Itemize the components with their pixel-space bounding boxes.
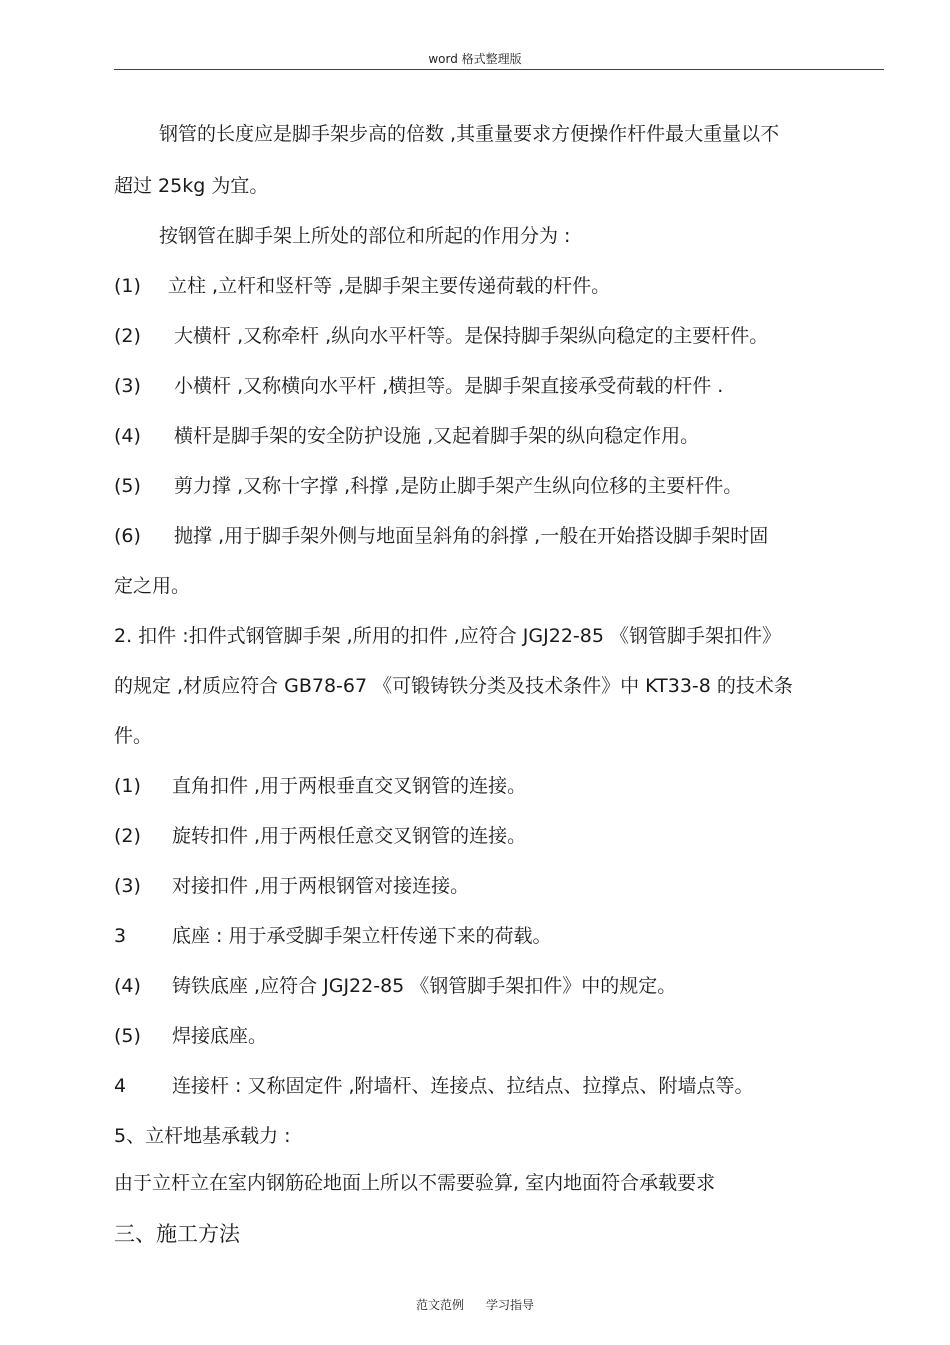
list-item — [114, 873, 894, 899]
paragraph-line: 2. 扣件 :扣件式钢管脚手架 ,所用的扣件 ,应符合 JGJ22-85 《钢管脚手架扣件》 — [114, 625, 781, 647]
list-number: (3) — [114, 875, 141, 897]
list-text: 剪力撑 ,又称十字撑 ,科撑 ,是防止脚手架产生纵向位移的主要杆件。 — [168, 475, 743, 497]
list-text: 焊接底座。 — [172, 1025, 268, 1047]
list-number: 4 — [114, 1075, 127, 1097]
list-number: (2) — [114, 325, 141, 347]
section-heading: 三、施工方法 — [114, 1222, 240, 1246]
paragraph-line: 按钢管在脚手架上所处的部位和所起的作用分为 : — [159, 225, 571, 247]
list-item — [114, 1073, 894, 1099]
list-text: 立柱 ,立杆和竖杆等 ,是脚手架主要传递荷载的杆件。 — [168, 275, 611, 297]
list-number: (4) — [114, 975, 141, 997]
list-number: (5) — [114, 475, 141, 497]
list-text: 大横杆 ,又称牵杆 ,纵向水平杆等。是保持脚手架纵向稳定的主要杆件。 — [168, 325, 769, 347]
list-text: 直角扣件 ,用于两根垂直交叉钢管的连接。 — [172, 775, 527, 797]
paragraph-line: 件。 — [114, 725, 153, 747]
list-text: 旋转扣件 ,用于两根任意交叉钢管的连接。 — [172, 825, 527, 847]
list-number: (2) — [114, 825, 141, 847]
list-number: (3) — [114, 375, 141, 397]
list-text: 对接扣件 ,用于两根钢管对接连接。 — [172, 875, 470, 897]
list-item — [114, 373, 894, 399]
page-footer — [0, 1296, 950, 1313]
list-number: (6) — [114, 525, 141, 547]
list-text: 连接杆 : 又称固定件 ,附墙杆、连接点、拉结点、拉撑点、附墙点等。 — [172, 1075, 754, 1097]
list-number: (1) — [114, 275, 141, 297]
list-item — [114, 523, 894, 549]
list-item — [114, 423, 894, 449]
paragraph-line: 超过 25kg 为宜。 — [114, 175, 269, 197]
list-number: (5) — [114, 1025, 141, 1047]
paragraph-line: 的规定 ,材质应符合 GB78-67 《可锻铸铁分类及技术条件》中 KT33-8 的技术条 — [114, 675, 793, 697]
paragraph-line: 5、立杆地基承载力 : — [114, 1125, 291, 1147]
paragraph-line: 钢管的长度应是脚手架步高的倍数 ,其重量要求方便操作杆件最大重量以不 — [159, 123, 780, 145]
list-text: 铸铁底座 ,应符合 JGJ22-85 《钢管脚手架扣件》中的规定。 — [172, 975, 677, 997]
list-text: 抛撑 ,用于脚手架外侧与地面呈斜角的斜撑 ,一般在开始搭设脚手架时固 — [168, 525, 769, 547]
list-item — [114, 1023, 894, 1049]
list-text: 底座 : 用于承受脚手架立杆传递下来的荷载。 — [172, 925, 552, 947]
list-text: 小横杆 ,又称横向水平杆 ,横担等。是脚手架直接承受荷载的杆件 . — [168, 375, 724, 397]
list-item — [114, 973, 894, 999]
list-item — [114, 923, 894, 949]
list-number: 3 — [114, 925, 127, 947]
list-number: (4) — [114, 425, 141, 447]
list-number: (1) — [114, 775, 141, 797]
list-text: 横杆是脚手架的安全防护设施 ,又起着脚手架的纵向稳定作用。 — [168, 425, 700, 447]
paragraph-line: 由于立杆立在室内钢筋砼地面上所以不需要验算, 室内地面符合承载要求 — [114, 1172, 716, 1194]
footer-text: 范文范例 — [415, 1298, 464, 1312]
paragraph-line: 定之用。 — [114, 575, 191, 597]
list-item — [114, 773, 894, 799]
list-item — [114, 323, 894, 349]
footer-text: 学习指导 — [486, 1298, 535, 1312]
list-item — [114, 273, 894, 299]
page-header: word 格式整理版 — [428, 52, 522, 66]
header-rule — [114, 69, 884, 70]
list-item — [114, 823, 894, 849]
list-item — [114, 473, 894, 499]
